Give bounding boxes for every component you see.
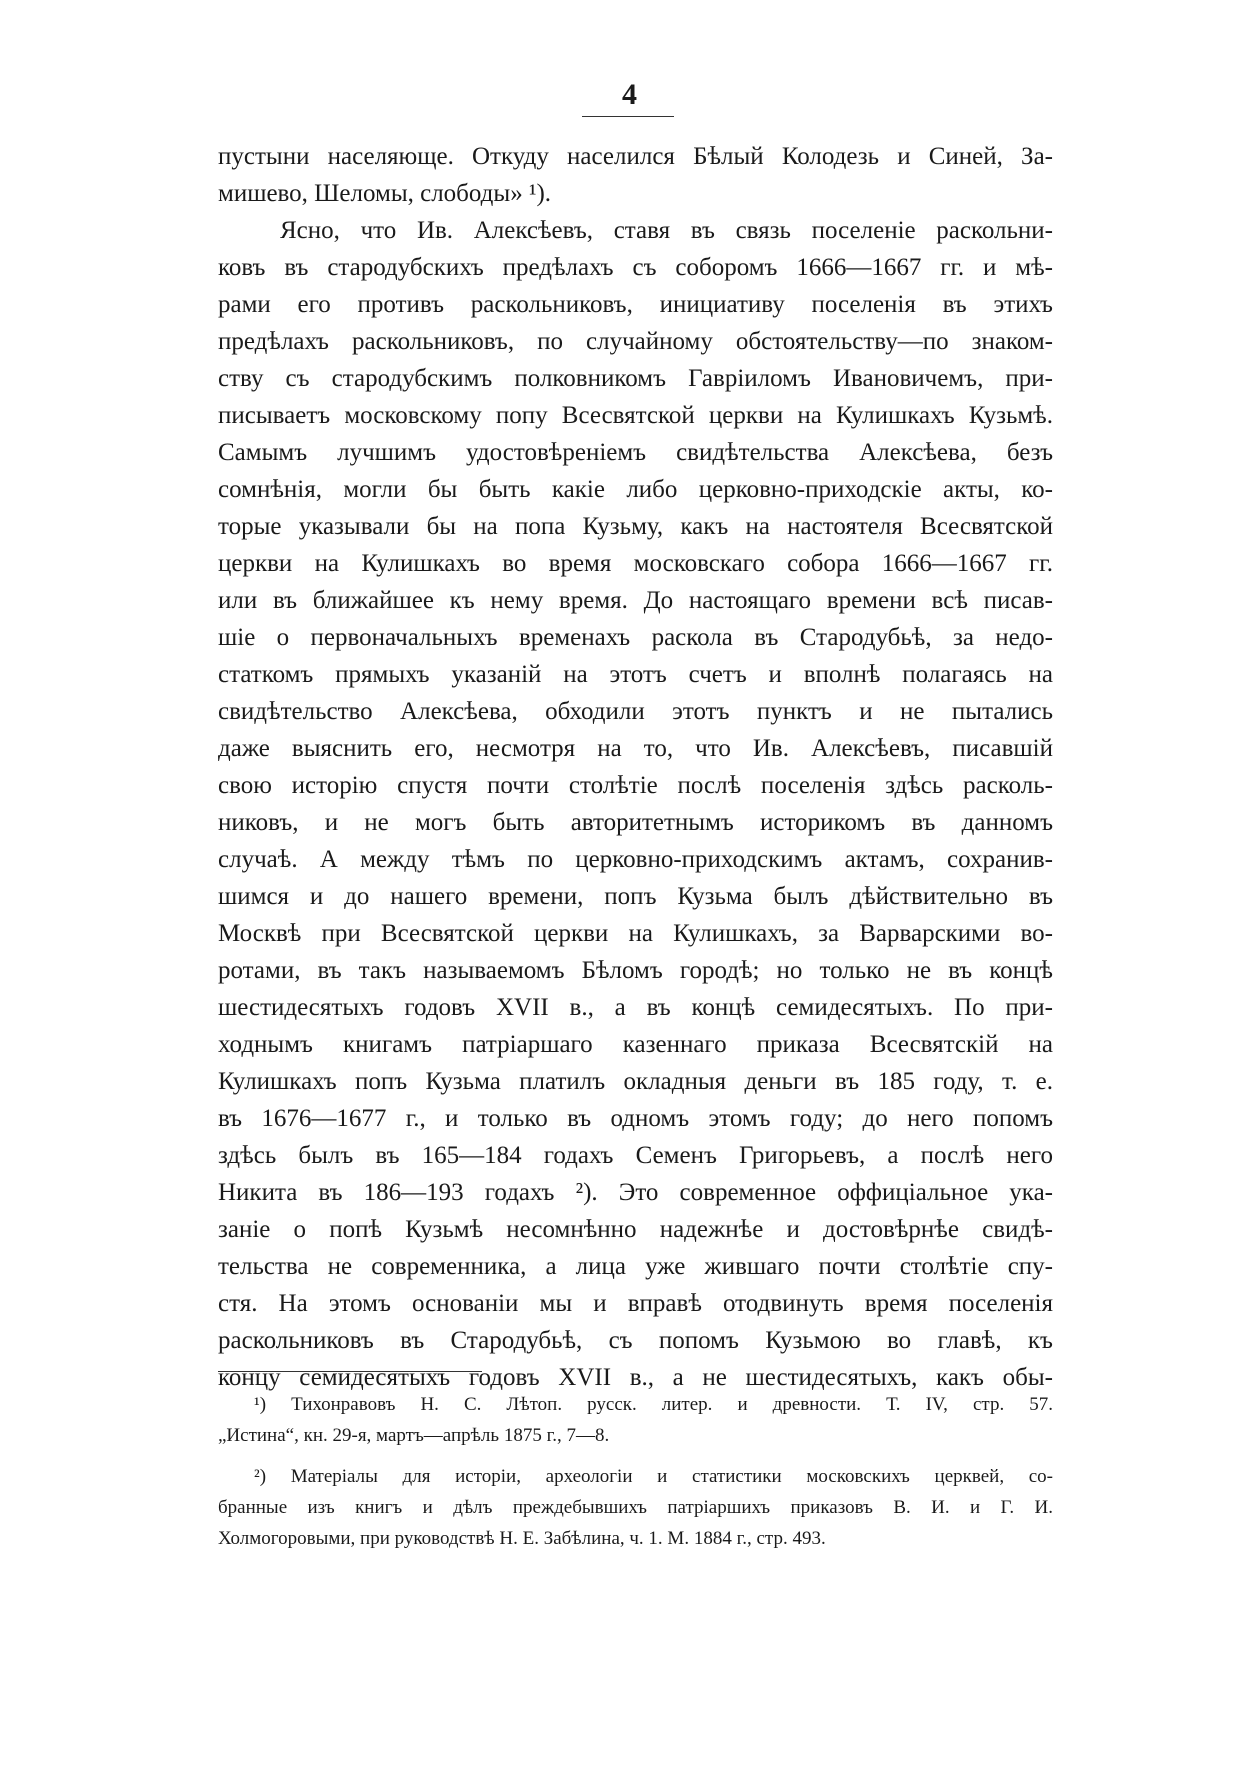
text-line: статкомъ прямыхъ указаній на этотъ счетъ и вполнѣ полагаясь на <box>218 661 1053 688</box>
text-line: свидѣтельство Алексѣева, обходили этотъ пунктъ и не пытались <box>218 698 1053 725</box>
text-line: въ 1676—1677 г., и только въ одномъ этомъ году; до него попомъ <box>218 1105 1053 1132</box>
text-line: Кулишкахъ попъ Кузьма платилъ окладныя деньги въ 185 году, т. е. <box>218 1068 1053 1095</box>
text-line: сомнѣнія, могли бы быть какіе либо церковно-приходскіе акты, ко- <box>218 476 1053 503</box>
text-line: здѣсь былъ въ 165—184 годахъ Семенъ Григорьевъ, а послѣ него <box>218 1142 1053 1169</box>
text-line: шимся и до нашего времени, попъ Кузьма былъ дѣйствительно въ <box>218 883 1053 910</box>
text-line: раскольниковъ въ Стародубьѣ, съ попомъ Кузьмою во главѣ, къ <box>218 1327 1053 1354</box>
text-line: церкви на Кулишкахъ во время московскаго собора 1666—1667 гг. <box>218 550 1053 577</box>
text-line: или въ ближайшее къ нему время. До настоящаго времени всѣ писав- <box>218 587 1053 614</box>
text-line: Самымъ лучшимъ удостовѣреніемъ свидѣтельства Алексѣева, безъ <box>218 439 1053 466</box>
text-line: концу семидесятыхъ годовъ XVII в., а не шестидесятыхъ, какъ обы- <box>218 1364 1053 1391</box>
footnote-gap <box>218 1451 1053 1461</box>
footnote-2-line: Холмогоровыми, при руководствѣ Н. Е. Забѣлина, ч. 1. М. 1884 г., стр. 493. <box>218 1528 826 1549</box>
text-line: тельства не современника, а лица уже жившаго почти столѣтіе спу- <box>218 1253 1053 1280</box>
page-number-rule <box>582 116 674 117</box>
text-line: Москвѣ при Всесвятской церкви на Кулишкахъ, за Варварскими во- <box>218 920 1053 947</box>
text-line: случаѣ. А между тѣмъ по церковно-приходскимъ актамъ, сохранив- <box>218 846 1053 873</box>
text-line: даже выяснить его, несмотря на то, что Ив. Алексѣевъ, писавшій <box>218 735 1053 762</box>
footnote-1-line: ¹) Тихонравовъ Н. С. Лѣтоп. русск. литер. и древности. Т. IV, стр. 57. <box>254 1394 1053 1415</box>
text-line: предѣлахъ раскольниковъ, по случайному обстоятельству—по знаком- <box>218 328 1053 355</box>
footnote-2-line: ²) Матеріалы для исторіи, археологіи и статистики московскихъ церквей, со- <box>254 1466 1053 1487</box>
text-line: свою исторію спустя почти столѣтіе послѣ поселенія здѣсь расколь- <box>218 772 1053 799</box>
text-line: ковъ въ стародубскихъ предѣлахъ съ соборомъ 1666—1667 гг. и мѣ- <box>218 254 1053 281</box>
text-line: шестидесятыхъ годовъ XVII в., а въ концѣ семидесятыхъ. По при- <box>218 994 1053 1021</box>
footnotes <box>218 1389 1053 1554</box>
text-line: мишево, Шеломы, слободы» ¹). <box>218 180 552 207</box>
text-line: Никита въ 186—193 годахъ ²). Это современное оффиціальное ука- <box>218 1179 1053 1206</box>
paragraph-first-line: Ясно, что Ив. Алексѣевъ, ставя въ связь поселеніе раскольни- <box>280 217 1053 244</box>
footnote-2-line: бранные изъ книгъ и дѣлъ преждебывшихъ патріаршихъ приказовъ В. И. и Г. И. <box>218 1497 1053 1518</box>
main-text <box>218 138 1053 1396</box>
footnote-rule <box>218 1371 482 1372</box>
text-line: ходнымъ книгамъ патріаршаго казеннаго приказа Всесвятскій на <box>218 1031 1053 1058</box>
text-line: торые указывали бы на попа Кузьму, какъ на настоятеля Всесвятской <box>218 513 1053 540</box>
text-line: заніе о попѣ Кузьмѣ несомнѣнно надежнѣе и достовѣрнѣе свидѣ- <box>218 1216 1053 1243</box>
page-number: 4 <box>622 78 637 111</box>
text-line: пустыни населяюще. Откуду населился Бѣлый Колодезь и Синей, За- <box>218 143 1053 170</box>
text-line: писываетъ московскому попу Всесвятской церкви на Кулишкахъ Кузьмѣ. <box>218 402 1053 429</box>
text-line: стя. На этомъ основаніи мы и вправѣ отодвинуть время поселенія <box>218 1290 1053 1317</box>
text-line: рами его противъ раскольниковъ, инициативу поселенія въ этихъ <box>218 291 1053 318</box>
text-line: ротами, въ такъ называемомъ Бѣломъ городѣ; но только не въ концѣ <box>218 957 1053 984</box>
footnote-1-line: „Истина“, кн. 29-я, мартъ—апрѣль 1875 г., 7—8. <box>218 1425 610 1446</box>
text-line: шіе о первоначальныхъ временахъ раскола въ Стародубьѣ, за недо- <box>218 624 1053 651</box>
text-line: никовъ, и не могъ быть авторитетнымъ историкомъ въ данномъ <box>218 809 1053 836</box>
text-line: ству съ стародубскимъ полковникомъ Гавріиломъ Ивановичемъ, при- <box>218 365 1053 392</box>
